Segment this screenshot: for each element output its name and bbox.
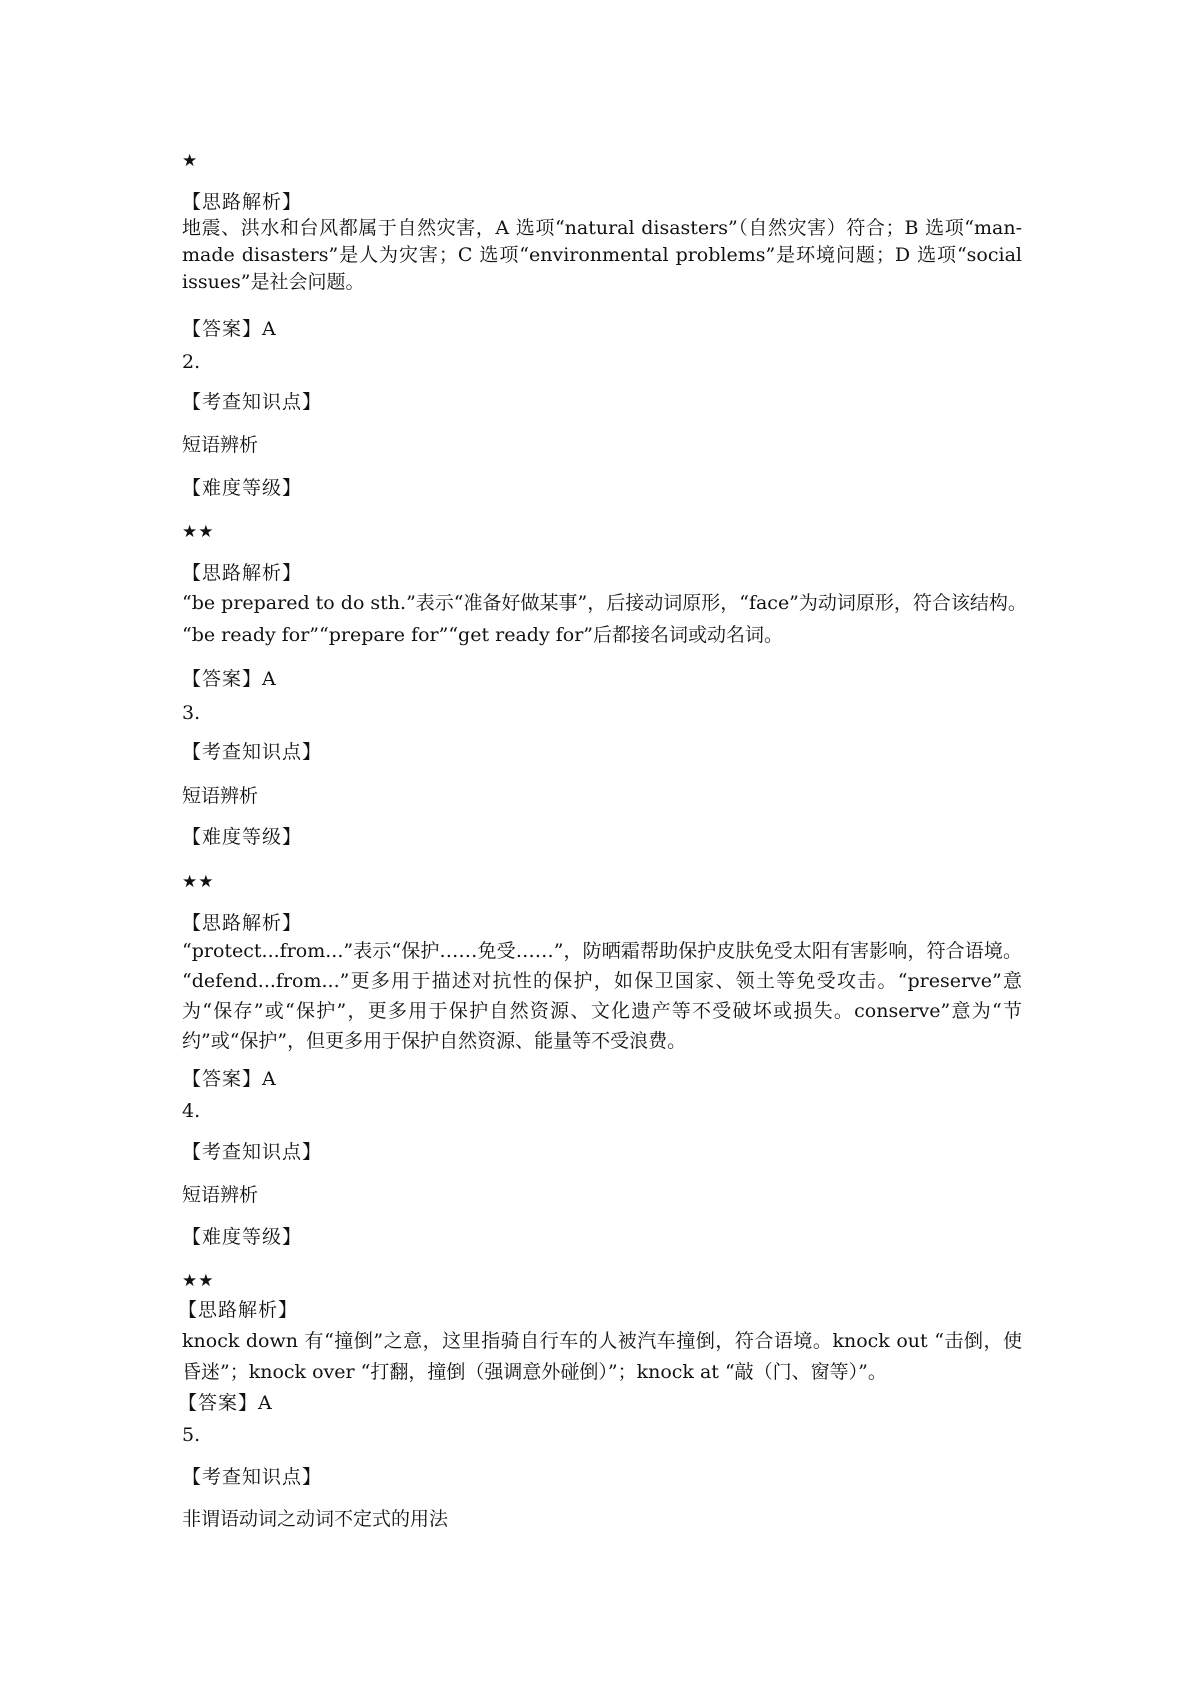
analysis-text: “protect...from...”表示“保护……免受……”，防晒霜帮助保护皮肤免受太阳有害影响，符合语境。 “defend...from...”更多用于描述对抗性的保护，如保卫国家、领土等免受攻击。“preserve”意为“保存”或“保护”，更多用于保护自然资源、文化遗产等不受破坏或损失。conserve”意为“节约”或“保护”，但更多用于保护自然资源、能量等不受浪费。 bbox=[182, 940, 1022, 1052]
knowledge-point: 短语辨析 bbox=[182, 785, 259, 807]
difficulty-heading: 【难度等级】 bbox=[182, 477, 303, 499]
analysis-heading: 【思路解析】 bbox=[178, 1299, 299, 1321]
knowledge-point: 非谓语动词之动词不定式的用法 bbox=[182, 1508, 449, 1530]
difficulty-stars: ★ bbox=[182, 151, 199, 171]
analysis-heading: 【思路解析】 bbox=[182, 912, 303, 934]
answer: 【答案】A bbox=[182, 1068, 277, 1090]
knowledge-point: 短语辨析 bbox=[182, 434, 259, 456]
difficulty-stars: ★★ bbox=[182, 872, 215, 892]
analysis-text: 地震、洪水和台风都属于自然灾害，A 选项“natural disasters”（自然灾害）符合；B 选项“man-made disasters”是人为灾害；C 选项“environmental problems”是环境问题；D 选项“social issues”是社会问题。 bbox=[182, 217, 1022, 293]
analysis-heading: 【思路解析】 bbox=[182, 562, 303, 584]
question-number: 5. bbox=[182, 1424, 201, 1446]
knowledge-heading: 【考查知识点】 bbox=[182, 741, 323, 763]
difficulty-stars: ★★ bbox=[182, 1271, 215, 1291]
knowledge-heading: 【考查知识点】 bbox=[182, 1141, 323, 1163]
difficulty-stars: ★★ bbox=[182, 522, 215, 542]
analysis-text-line: “be ready for”“prepare for”“get ready for”后都接名词或动名词。 bbox=[182, 624, 783, 646]
analysis-text-line: “be prepared to do sth.”表示“准备好做某事”，后接动词原形，“face”为动词原形，符合该结构。 bbox=[182, 592, 1027, 614]
difficulty-heading: 【难度等级】 bbox=[182, 826, 303, 848]
question-number: 3. bbox=[182, 702, 201, 724]
question-number: 2. bbox=[182, 351, 201, 373]
answer: 【答案】A bbox=[182, 668, 277, 690]
answer: 【答案】A bbox=[182, 318, 277, 340]
analysis-heading: 【思路解析】 bbox=[182, 191, 303, 213]
analysis-text: knock down 有“撞倒”之意，这里指骑自行车的人被汽车撞倒，符合语境。knock out “击倒，使昏迷”；knock over “打翻，撞倒（强调意外碰倒）”；knock at “敲（门、窗等）”。 bbox=[182, 1330, 1022, 1383]
difficulty-heading: 【难度等级】 bbox=[182, 1226, 303, 1248]
question-number: 4. bbox=[182, 1100, 201, 1122]
knowledge-point: 短语辨析 bbox=[182, 1184, 259, 1206]
answer: 【答案】A bbox=[178, 1392, 273, 1414]
knowledge-heading: 【考查知识点】 bbox=[182, 391, 323, 413]
knowledge-heading: 【考查知识点】 bbox=[182, 1466, 323, 1488]
